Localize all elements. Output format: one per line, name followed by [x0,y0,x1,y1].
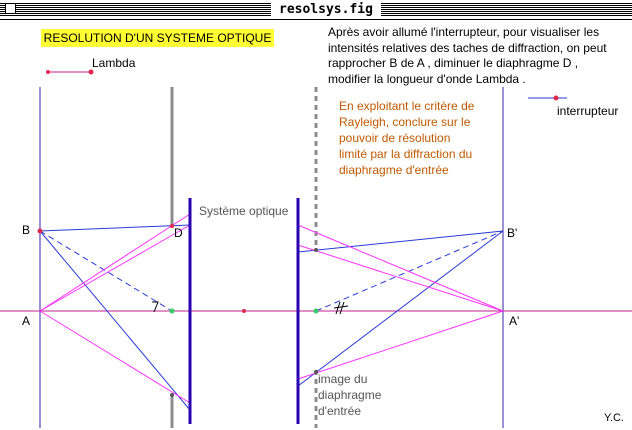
interrupteur-label: interrupteur [557,104,619,118]
diaphragm-image-label [318,371,381,419]
point-center-right [314,309,319,314]
exercise-heading: RESOLUTION D'UN SYSTEME OPTIQUE [41,29,274,47]
instructions-line: Après avoir allumé l'interrupteur, pour visualiser les [328,25,600,39]
point-d-label: D [174,226,183,240]
ray-a-to-d [40,225,190,311]
ray-bprime-top [298,231,503,252]
question-text [339,98,474,178]
ray-aprime-mid [298,225,503,311]
point-b[interactable] [38,229,43,234]
instructions-line: modifier la longueur d'onde Lambda . [328,71,526,86]
instructions-line: rapprocher B de A , diminuer le diaphragme D , [328,56,579,70]
point-a-label: A [22,314,31,328]
point-bprime-label: B' [507,226,518,240]
point-aprime-label: A' [509,314,520,328]
question-line: En exploitant le critère de [339,99,475,113]
lambda-slider-start [46,70,50,74]
lambda-label: Lambda [92,56,136,70]
window-title: resolsys.fig [271,1,381,18]
diaphragm-image-label-line: d'entrée [318,404,361,418]
ray-a-to-upper [40,214,190,311]
point-center-left [170,309,175,314]
author-initials: Y.C. [604,412,624,424]
angle-mark-right [334,302,348,314]
diaphragm-image-label-line: image du [318,372,368,386]
point-b-label: B [22,223,31,237]
ray-aprime-bottom [298,311,503,379]
question-line: limité par la diffraction du [339,147,473,161]
ray-bprime-bottom [298,231,503,386]
ray-b-dashed [40,231,172,311]
instructions-line: intensités relatives des taches de diffraction, on peut [328,40,607,55]
question-line: Rayleigh, conclure sur le [339,115,471,129]
point-axis [242,309,246,313]
point-diaphragm-bottom [170,393,174,397]
interrupteur-switch-handle[interactable] [554,96,559,101]
diaphragm-image-label-line: diaphragme [318,388,382,402]
ray-b-to-lower [40,231,190,410]
ray-a-to-lower [40,311,190,403]
point-diaphragm-image-top [314,248,318,252]
instructions-text [328,25,607,87]
systeme-optique-label: Système optique [199,204,289,218]
question-line: pouvoir de résolution [339,131,451,145]
question-line: diaphragme d'entrée [339,163,449,177]
ray-aprime-top [298,245,503,311]
